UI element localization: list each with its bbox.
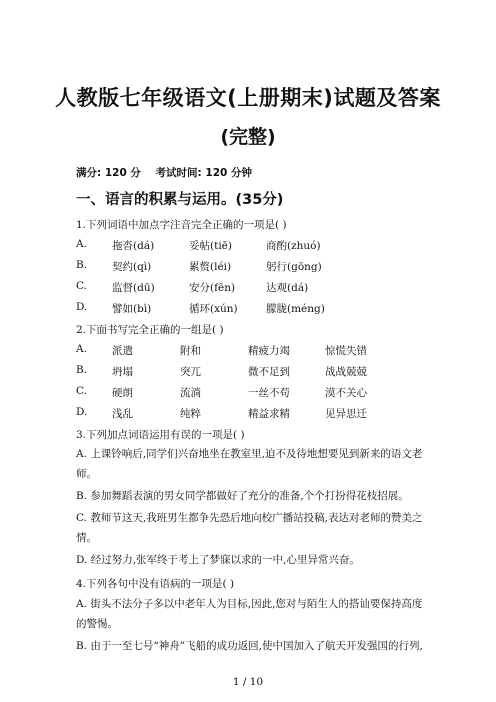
document-title: 人教版七年级语文(上册期末)试题及答案 <box>55 86 441 110</box>
question-3-option-c: C. 教师节这天,我班男生都争先恐后地向校广播站投稿,表达对老师的赞美之情。 <box>76 512 423 544</box>
exam-meta: 满分: 120 分 考试时间: 120 分钟 <box>76 167 252 179</box>
question-1-option-d: D. 譬如(bì) 循环(xún) 朦胧(méng) <box>76 301 325 315</box>
question-1-option-a: A. 拖沓(dá) 妥帖(tiē) 商酌(zhuó) <box>76 238 321 252</box>
question-1-option-b: B. 契约(qì) 累赘(léi) 躬行(gōng) <box>76 259 322 273</box>
question-2-stem: 2.下面书写完全正确的一组是( ) <box>76 324 224 336</box>
question-3-option-a: A. 上课铃响后,同学们兴奋地坐在教室里,迫不及待地想要见到新来的语文老师。 <box>76 448 423 480</box>
question-4-option-a: A. 街头不法分子多以中老年人为目标,因此,您对与陌生人的搭讪要保持高度的警惕。 <box>76 598 423 630</box>
question-2-option-b: B. 坍塌 突兀 微不足到 战战兢兢 <box>76 364 367 378</box>
document-subtitle: (完整) <box>220 126 276 148</box>
question-4-option-b: B. 由于一至七号“神舟”飞船的成功返回,使中国加入了航天开发强国的行列, <box>76 640 423 652</box>
question-3-option-d: D. 经过努力,张军终于考上了梦寐以求的一中,心里异常兴奋。 <box>76 554 360 566</box>
question-2-option-d: D. 浅乱 纯粹 精益求精 见异思迁 <box>76 406 367 420</box>
page-number: 1 / 10 <box>232 676 264 688</box>
question-2-option-c: C. 硬朗 流淌 一丝不苟 漠不关心 <box>76 385 367 399</box>
question-2-option-a: A. 派遣 附和 精疲力竭 惊慌失错 <box>76 343 367 357</box>
question-3-stem: 3.下列加点词语运用有误的一项是( ) <box>76 429 245 441</box>
section-heading: 一、语言的积累与运用。(35分) <box>76 192 284 208</box>
question-4-stem: 4.下列各句中没有语病的一项是( ) <box>76 578 235 590</box>
question-1-option-c: C. 监督(dū) 安分(fēn) 达观(dá) <box>76 280 309 294</box>
question-3-option-b: B. 参加舞蹈表演的男女同学都做好了充分的准备,个个打扮得花枝招展。 <box>76 490 409 502</box>
question-1-stem: 1.下列词语中加点字注音完全正确的一项是( ) <box>76 219 287 231</box>
